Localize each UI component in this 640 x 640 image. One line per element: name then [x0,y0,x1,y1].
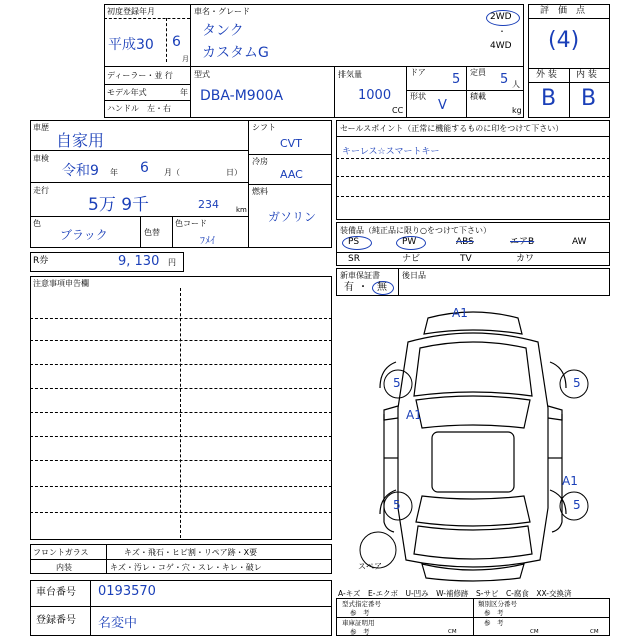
rating-label: 評 価 点 [540,6,586,16]
warranty-dot: ・ [358,282,368,293]
front-glass-value: キズ・飛石・ヒビ割・リペア跡・X要 [124,548,258,557]
mileage-value: 5万 9千 [88,195,150,215]
inspection-month-unit: 月（ [164,168,180,177]
mark-front-bumper: A1 [452,306,468,320]
color-code-value: ﾌﾒｲ [200,236,215,247]
front-glass-label: フロントガラス [33,548,89,557]
chassis-value: 0193570 [98,584,156,599]
ac-value: AAC [280,168,303,181]
handle-label: ハンドル 左・右 [107,104,171,113]
interior-label: 内 装 [576,70,597,80]
warranty-label: 新車保証書 [340,271,380,280]
car-name-label: 車名・グレード [194,7,250,16]
inspection-year-unit: 年 [110,168,118,177]
month-unit: 月 [182,55,189,63]
color-label: 色 [33,219,41,228]
equip-tv: TV [460,254,472,264]
displacement-value: 1000 [358,88,392,103]
mark-rear-left-wheel: 5 [393,498,401,512]
dealer-label: ディーラー・並 行 [107,71,173,80]
mileage-small: 234 [198,198,219,211]
mileage-label: 走行 [33,186,49,195]
fuel-label: 燃料 [252,187,268,196]
sales-point-label: セールスポイント（正常に機能するものに印をつけて下さい） [340,124,564,133]
door-value: 5 [452,72,461,87]
inspection-era: 令和9 [62,163,99,179]
mark-rear-right-wheel: 5 [573,498,581,512]
equip-ps: PS [348,237,360,247]
form-label1: 型式指定番号 [342,600,381,608]
ref2: 参 考 [484,609,504,617]
mark-rear-right: A1 [562,474,578,488]
shift-label: シフト [252,123,276,132]
recycle-value: 9, 130 [118,254,160,269]
interior-value-row: キズ・汚レ・コゲ・穴・スレ・キレ・破レ [110,563,262,572]
ref1: 参 考 [350,609,370,617]
ac-label: 冷房 [252,157,268,166]
model-year-label: モデル年式 [107,88,147,97]
exterior-label: 外 装 [536,70,557,80]
drive-4wd: 4WD [490,41,512,51]
reg-cert-label: 車庫証明用 [342,619,375,627]
usage-label: 車歴 [33,123,49,132]
capacity-value: 5 [500,72,509,87]
equip-airbag: エアB [510,237,535,247]
warranty-yes: 有 [344,282,354,293]
equipment-label: 装備品（純正品に限り○をつけて下さい） [340,226,491,235]
notes-block [30,276,332,540]
inspection-label: 車検 [33,154,49,163]
mark-left-door: A1 [406,408,422,422]
car-grade: カスタムG [202,45,269,61]
recycle-unit: 円 [168,258,176,267]
car-diagram [336,298,610,582]
color-value: ブラック [60,228,108,242]
reg-value: 名変中 [98,616,138,631]
shape-label: 形状 [410,92,426,101]
door-label: ドア [410,68,426,77]
damage-legend: A-キズ E-エクボ U-凹み W-補修跡 S-サビ C-腐食 XX-交換済 [338,589,572,598]
displacement-label: 排気量 [338,70,362,79]
unit-cm3: CM [590,629,599,635]
km-unit: km [236,206,247,214]
capacity-unit: 人 [512,80,520,89]
mark-front-right-wheel: 5 [573,376,581,390]
unit-cm: CM [448,629,457,635]
type-label: 型式 [194,70,210,79]
equip-pw: PW [402,237,417,247]
equip-leather: カワ [516,254,535,264]
recycle-label: R券 [33,256,49,266]
shift-value: CVT [280,137,302,150]
inspection-month: 6 [140,160,149,176]
fuel-value: ガソリン [268,210,317,224]
notes-label: 注意事項申告欄 [33,279,89,288]
first-reg-era: 平成30 [108,37,154,53]
color-code-label: 色コード [175,219,207,228]
load-label: 積載 [470,92,486,101]
rating-score: (4) [548,28,580,53]
first-reg-label: 初度登録年月 [107,7,155,16]
spare-label: スペア [358,562,382,571]
recycle-block [30,252,184,272]
reg-label: 登録番号 [36,615,76,626]
interior-value: B [581,86,597,111]
car-name: タンク [202,23,244,39]
equip-navi: ナビ [402,254,421,264]
chassis-label: 車台番号 [36,587,76,598]
unit-cm2: CM [530,629,539,635]
equip-abs: ABS [456,237,474,247]
inspection-day-unit: 日） [226,168,242,177]
kg-unit: kg [512,106,522,115]
equip-sr: SR [348,254,360,264]
mark-front-left-wheel: 5 [393,376,401,390]
capacity-label: 定員 [470,68,486,77]
ref3: 参 考 [350,628,370,636]
sales-point-block [336,120,610,220]
sales-point-line1: キーレス☆スマートキー [342,147,440,157]
cc-unit: CC [392,106,404,115]
first-reg-month: 6 [172,34,181,50]
shape-value: V [438,98,447,113]
warranty-no: 無 [377,282,387,293]
year-unit: 年 [180,88,188,97]
color-change-label: 色替 [144,228,160,237]
interior-label-row: 内装 [56,563,72,572]
ref4: 参 考 [484,619,504,627]
drive-2wd: 2WD [490,12,512,22]
usage-value: 自家用 [56,131,105,150]
date-label: 後日品 [402,271,426,280]
equip-aw: AW [572,237,587,247]
drive-dot: ・ [498,27,506,36]
type-value: DBA-M900A [200,88,284,104]
form-label2: 類別区分番号 [478,600,517,608]
exterior-value: B [541,86,557,111]
